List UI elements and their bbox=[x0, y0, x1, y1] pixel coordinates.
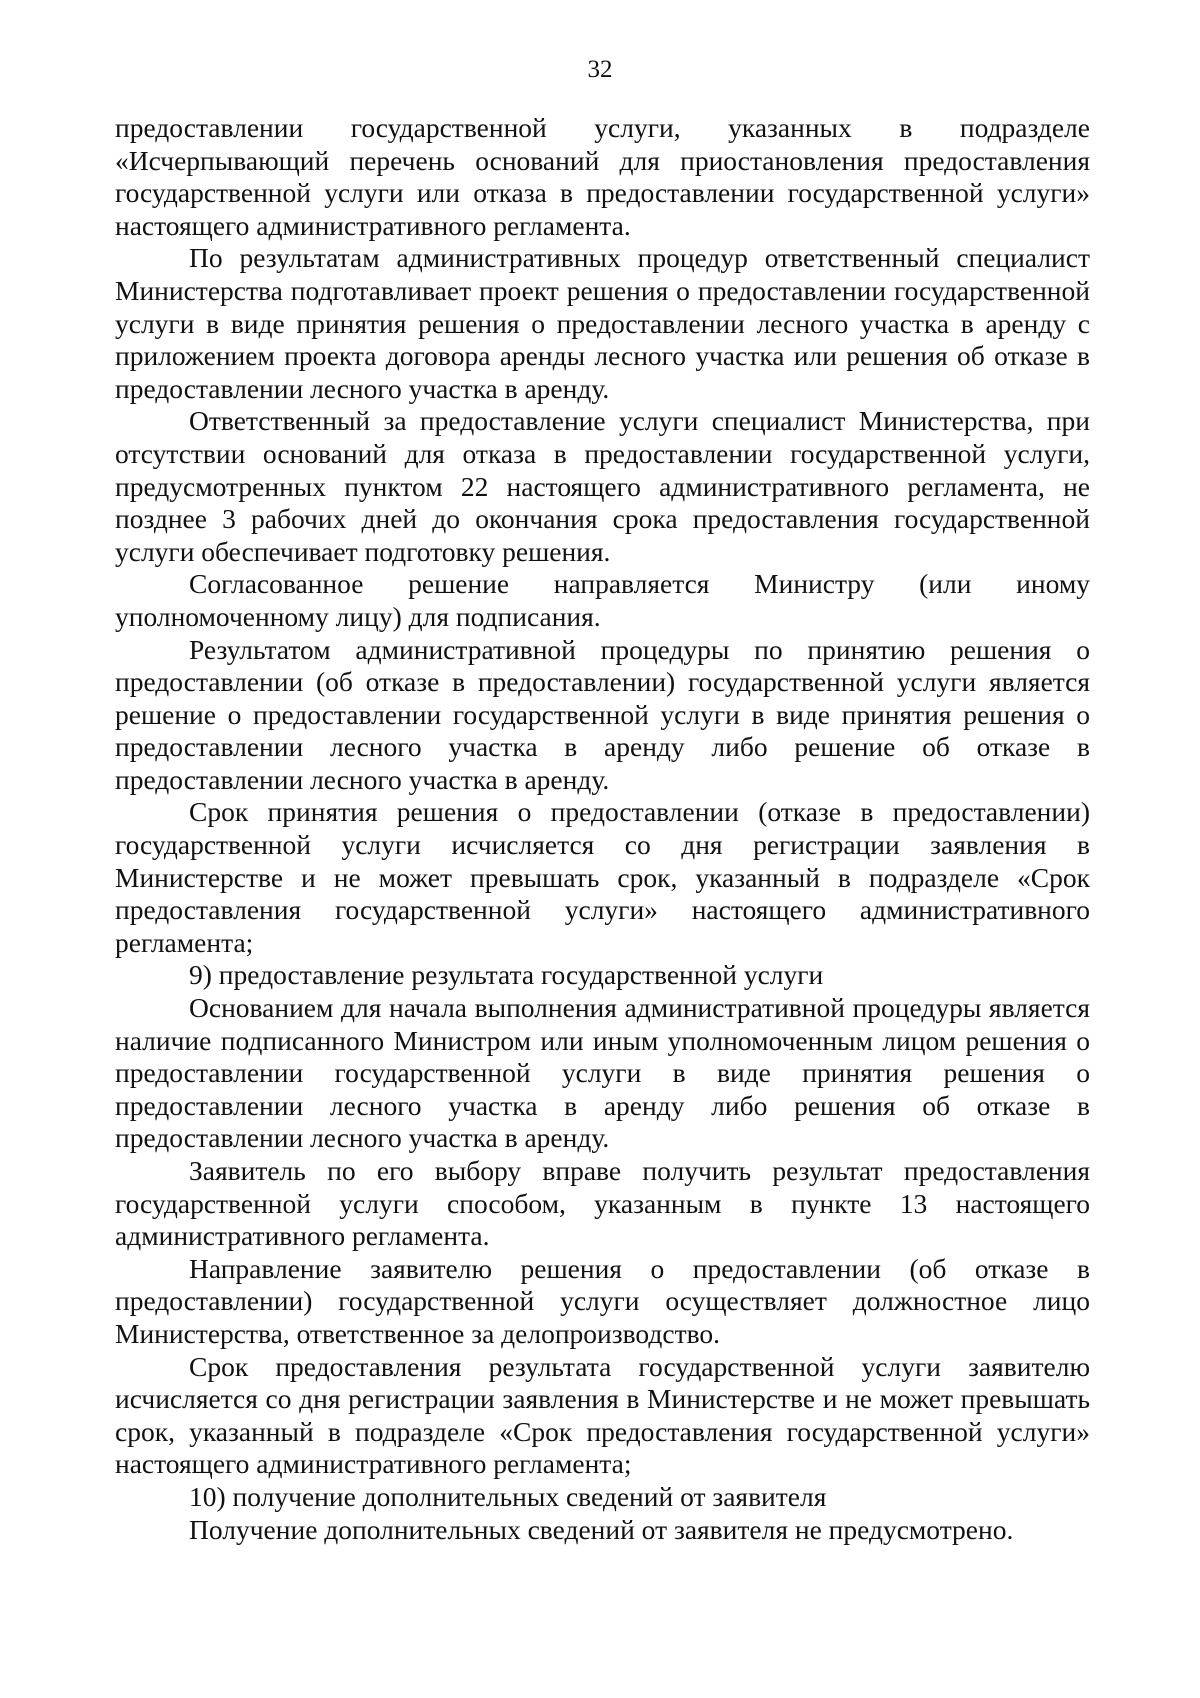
paragraph-applicant-choice: Заявитель по его выбору вправе получить результат предоставления государственной услуги способом, указанным в пункте 13 настоящего административного регламента. bbox=[115, 1155, 1090, 1252]
paragraph-result-term: Срок предоставления результата государственной услуги заявителю исчисляется со дня регистрации заявления в Министерстве и не может превышать срок, указанный в подразделе «Срок предоставления государственной услуги» настоящего административного регламента; bbox=[115, 1350, 1090, 1480]
section-heading-9: 9) предоставление результата государственной услуги bbox=[189, 959, 824, 991]
document-body bbox=[115, 112, 1090, 1546]
paragraph-draft-decision: По результатам административных процедур ответственный специалист Министерства подготавливает проект решения о предоставлении государственной услуги в виде принятия решения о предоставлении лесного участка в аренду с приложением проекта договора аренды лесного участка или решения об отказе в предоставлении лесного участка в аренду. bbox=[115, 242, 1090, 404]
paragraph-additional-info: Получение дополнительных сведений от заявителя не предусмотрено. bbox=[189, 1513, 1014, 1545]
paragraph-continuation: предоставлении государственной услуги, указанных в подразделе «Исчерпывающий перечень оснований для приостановления предоставления государственной услуги или отказа в предоставлении государственной услуги» настоящего административного регламента. bbox=[115, 112, 1090, 241]
paragraph-responsible-specialist: Ответственный за предоставление услуги специалист Министерства, при отсутствии оснований для отказа в предоставлении государственной услуги, предусмотренных пунктом 22 настоящего административного регламента, не позднее 3 рабочих дней до окончания срока предоставления государственной услуги обеспечивает подготовку решения. bbox=[115, 405, 1090, 567]
page-number: 32 bbox=[587, 56, 613, 83]
paragraph-procedure-result: Результатом административной процедуры по принятию решения о предоставлении (об отказе в предоставлении) государственной услуги является решение о предоставлении государственной услуги в виде принятия решения о предоставлении лесного участка в аренду либо решение об отказе в предоставлении лесного участка в аренду. bbox=[115, 633, 1090, 795]
section-heading-10: 10) получение дополнительных сведений от заявителя bbox=[189, 1480, 827, 1512]
paragraph-agreed-decision: Согласованное решение направляется Министру (или иному уполномоченному лицу) для подписания. bbox=[115, 568, 1090, 632]
paragraph-decision-term: Срок принятия решения о предоставлении (отказе в предоставлении) государственной услуги исчисляется со дня регистрации заявления в Министерстве и не может превышать срок, указанный в подразделе «Срок предоставления государственной услуги» настоящего административного регламента; bbox=[115, 796, 1090, 958]
paragraph-decision-delivery: Направление заявителю решения о предоставлении (об отказе в предоставлении) государственной услуги осуществляет должностное лицо Министерства, ответственное за делопроизводство. bbox=[115, 1252, 1090, 1349]
paragraph-procedure-basis: Основанием для начала выполнения административной процедуры является наличие подписанного Министром или иным уполномоченным лицом решения о предоставлении государственной услуги в виде принятия решения о предоставлении лесного участка в аренду либо решения об отказе в предоставлении лесного участка в аренду. bbox=[115, 992, 1090, 1154]
